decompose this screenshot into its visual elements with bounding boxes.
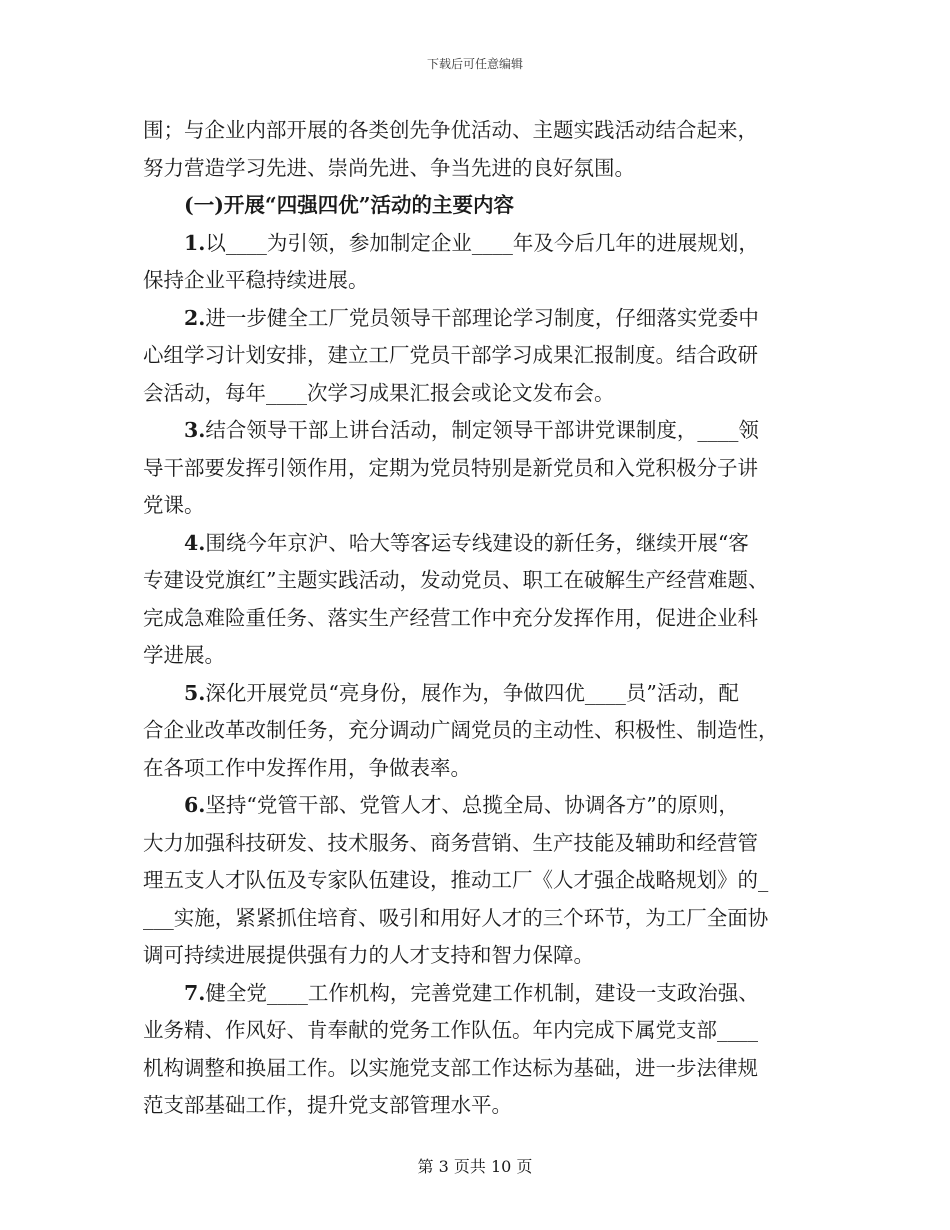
text-line: [143, 825, 808, 863]
line-text: 合企业改革改制任务，充分调动广阔党员的主动性、积极性、制造性，: [143, 718, 779, 742]
line-text: 学进展。: [143, 643, 225, 667]
text-line: [143, 637, 808, 675]
text-line: [143, 337, 808, 375]
text-line: [143, 225, 808, 263]
text-line: [143, 1012, 808, 1050]
text-line: [143, 412, 808, 450]
text-line: [143, 1050, 808, 1088]
line-text: 会活动，每年____次学习成果汇报会或论文发布会。: [143, 380, 615, 405]
line-text: 业务精、作风好、肯奉献的党务工作队伍。年内完成下属党支部____: [143, 1018, 758, 1042]
text-line: [143, 750, 808, 788]
line-text: 在各项工作中发挥作用，争做表率。: [143, 755, 471, 780]
line-text: ___实施，紧紧抓住培育、吸引和用好人才的三个环节，为工厂全面协: [143, 905, 769, 930]
line-text: 围绕今年京沪、哈大等客运专线建设的新任务，继续开展“客: [205, 530, 749, 555]
text-line: [143, 375, 808, 413]
item-number: 3.: [184, 418, 206, 442]
text-line: [143, 262, 808, 300]
line-text: 范支部基础工作，提升党支部管理水平。: [143, 1093, 512, 1117]
text-line: [143, 900, 808, 938]
line-text: 党课。: [143, 493, 205, 517]
line-text: 以____为引领，参加制定企业____年及今后几年的进展规划，: [205, 230, 759, 255]
line-text: 调可持续进展提供强有力的人才支持和智力保障。: [143, 943, 594, 967]
line-text: 进一步健全工厂党员领导干部理论学习制度，仔细落实党委中: [205, 305, 759, 330]
item-number: 7.: [184, 980, 206, 1005]
line-text: 努力营造学习先进、崇尚先进、争当先进的良好氛围。: [143, 155, 635, 180]
item-number: 5.: [184, 680, 206, 705]
line-text: 围；与企业内部开展的各类创先争优活动、主题实践活动结合起来，: [143, 118, 758, 142]
text-line: [143, 1087, 808, 1125]
text-line: [143, 450, 808, 488]
text-line: [143, 112, 808, 150]
text-line: [143, 150, 808, 188]
item-number: 2.: [184, 305, 206, 330]
line-text: 健全党____工作机构，完善党建工作机制，建设一支政治强、: [205, 980, 759, 1005]
line-text: 完成急难险重任务、落实生产经营工作中充分发挥作用，促进企业科: [143, 605, 758, 630]
line-text: 坚持“党管干部、党管人才、总揽全局、协调各方”的原则，: [205, 793, 739, 817]
page-footer: 第 3 页共 10 页: [417, 1157, 533, 1176]
item-number: 1.: [184, 230, 206, 255]
line-text: 心组学习计划安排，建立工厂党员干部学习成果汇报制度。结合政研: [143, 343, 758, 367]
section-heading: [143, 187, 808, 225]
text-line: [143, 712, 808, 750]
item-number: 6.: [184, 793, 206, 817]
text-line: [143, 975, 808, 1013]
text-line: [143, 600, 808, 638]
line-text: 深化开展党员“亮身份，展作为，争做四优____员”活动，配: [205, 680, 739, 705]
line-text: 保持企业平稳持续进展。: [143, 268, 369, 292]
line-text: 专建设党旗红”主题实践活动，发动党员、职工在破解生产经营难题、: [143, 568, 769, 592]
line-text: 大力加强科技研发、技术服务、商务营销、生产技能及辅助和经营管: [143, 830, 758, 855]
document-body: [143, 112, 808, 1125]
item-number: 4.: [184, 530, 206, 555]
line-text: 导干部要发挥引领作用，定期为党员特别是新党员和入党积极分子讲: [143, 455, 758, 480]
text-line: [143, 525, 808, 563]
text-line: [143, 787, 808, 825]
text-line: [143, 300, 808, 338]
text-line: [143, 487, 808, 525]
text-line: [143, 562, 808, 600]
line-text: 结合领导干部上讲台活动，制定领导干部讲党课制度，____领: [205, 418, 759, 442]
line-text: 机构调整和换届工作。以实施党支部工作达标为基础，进一步法律规: [143, 1055, 758, 1080]
text-line: [143, 937, 808, 975]
text-line: [143, 675, 808, 713]
text-line: [143, 862, 808, 900]
page-header: 下载后可任意编辑: [426, 57, 523, 71]
line-text: 理五支人才队伍及专家队伍建设，推动工厂《人才强企战略规划》的_: [143, 868, 769, 892]
line-text: (一)开展“四强四优”活动的主要内容: [184, 193, 514, 217]
